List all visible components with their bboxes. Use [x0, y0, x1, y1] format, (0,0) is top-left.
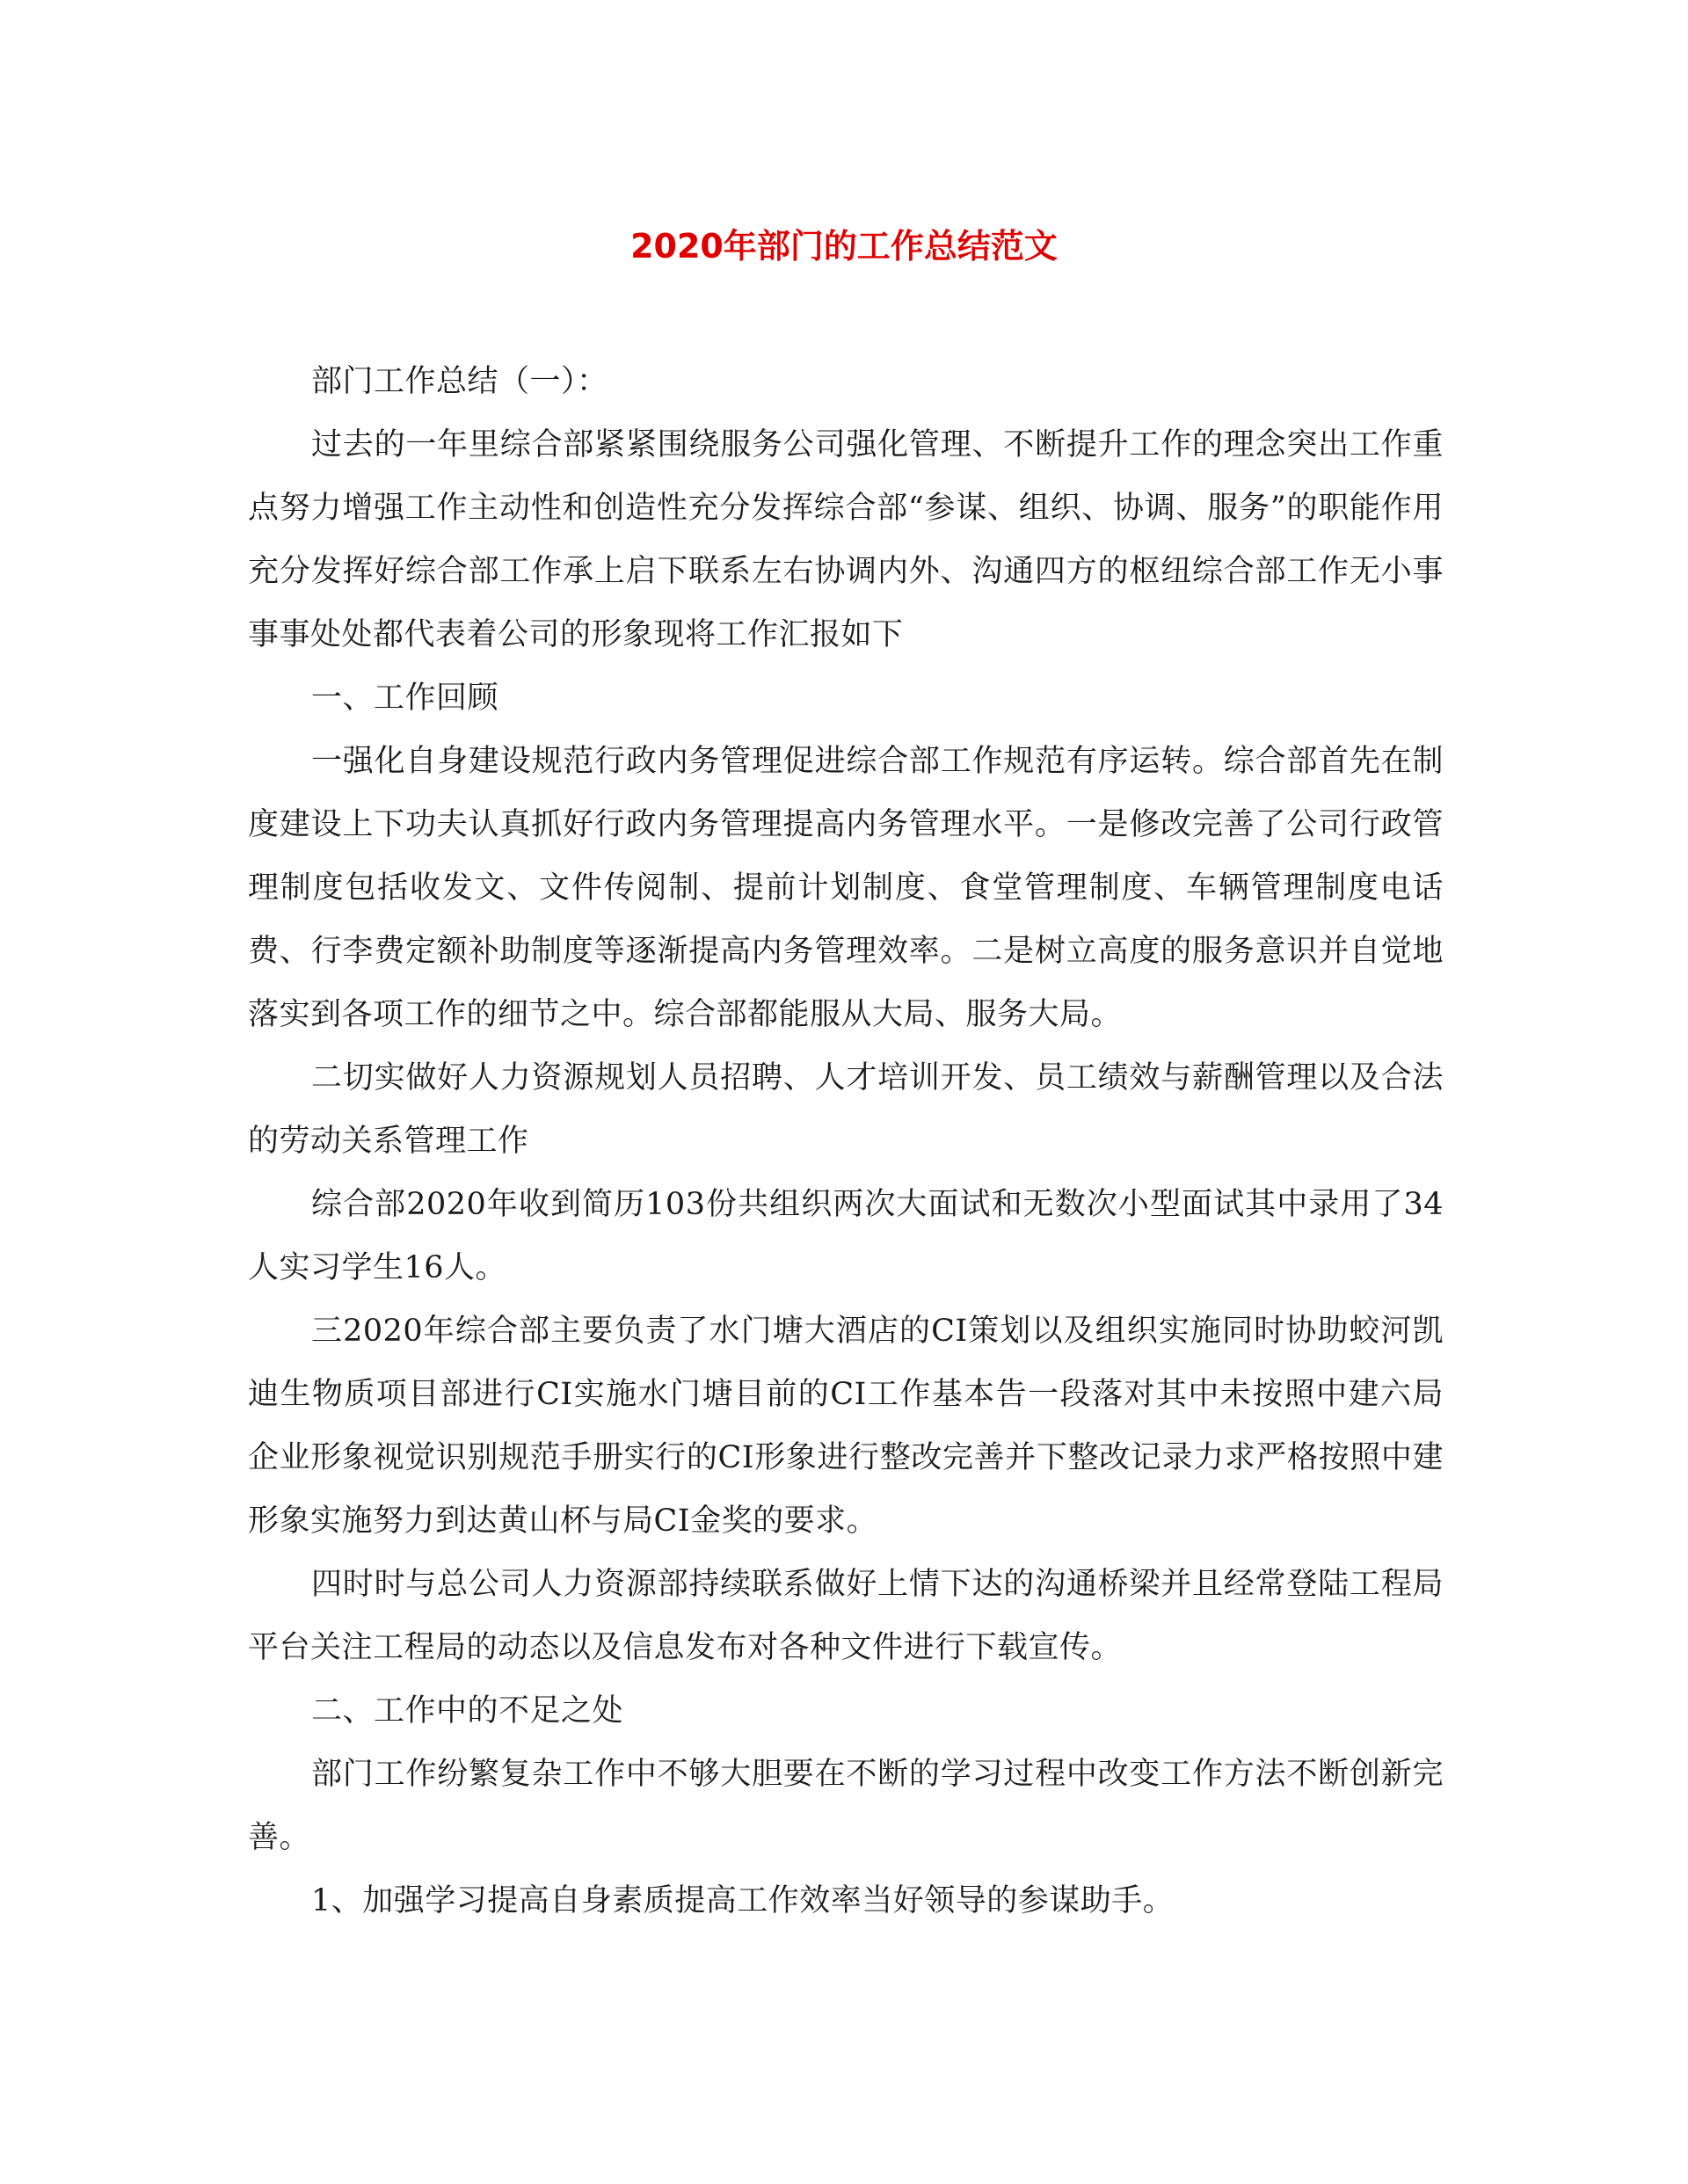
section-heading-shortcomings: 二、工作中的不足之处: [311, 1693, 624, 1729]
paragraph-item-two: 二切实做好人力资源规划人员招聘、人才培训开发、员工绩效与薪酬管理以及合法的劳动关系管理工作: [248, 1060, 1444, 1159]
paragraph-item-three: 三2020年综合部主要负责了水门塘大酒店的CI策划以及组织实施同时协助蛟河凯迪生物质项目部进行CI实施水门塘目前的CI工作基本告一段落对其中未按照中建六局企业形象视觉识别规范手册实行的CI形象进行整改完善并下整改记录力求严格按照中建形象实施努力到达黄山杯与局CI金奖的要求。: [248, 1314, 1444, 1539]
document-body: [248, 350, 1444, 1933]
paragraph-item-one: 一强化自身建设规范行政内务管理促进综合部工作规范有序运转。综合部首先在制度建设上下功夫认真抓好行政内务管理提高内务管理水平。一是修改完善了公司行政管理制度包括收发文、文件传阅制、提前计划制度、食堂管理制度、车辆管理制度电话费、行李费定额补助制度等逐渐提高内务管理效率。二是树立高度的服务意识并自觉地落实到各项工作的细节之中。综合部都能服从大局、服务大局。: [248, 744, 1444, 1032]
document-title: 2020年部门的工作总结范文: [630, 227, 1058, 266]
paragraph-shortcomings: 部门工作纷繁复杂工作中不够大胆要在不断的学习过程中改变工作方法不断创新完善。: [248, 1757, 1444, 1855]
paragraph-recruitment: 综合部2020年收到简历103份共组织两次大面试和无数次小型面试其中录用了34人实习学生16人。: [248, 1187, 1444, 1285]
section-heading-summary-one: 部门工作总结（一）：: [311, 364, 608, 399]
intro-paragraph: 过去的一年里综合部紧紧围绕服务公司强化管理、不断提升工作的理念突出工作重点努力增强工作主动性和创造性充分发挥综合部“参谋、组织、协调、服务”的职能作用充分发挥好综合部工作承上启下联系左右协调内外、沟通四方的枢纽综合部工作无小事事事处处都代表着公司的形象现将工作汇报如下: [248, 427, 1444, 652]
section-heading-review: 一、工作回顾: [311, 681, 499, 716]
paragraph-item-four: 四时时与总公司人力资源部持续联系做好上情下达的沟通桥梁并且经常登陆工程局平台关注工程局的动态以及信息发布对各种文件进行下载宣传。: [248, 1567, 1444, 1665]
paragraph-plan-one: 1、加强学习提高自身素质提高工作效率当好领导的参谋助手。: [311, 1883, 1175, 1918]
